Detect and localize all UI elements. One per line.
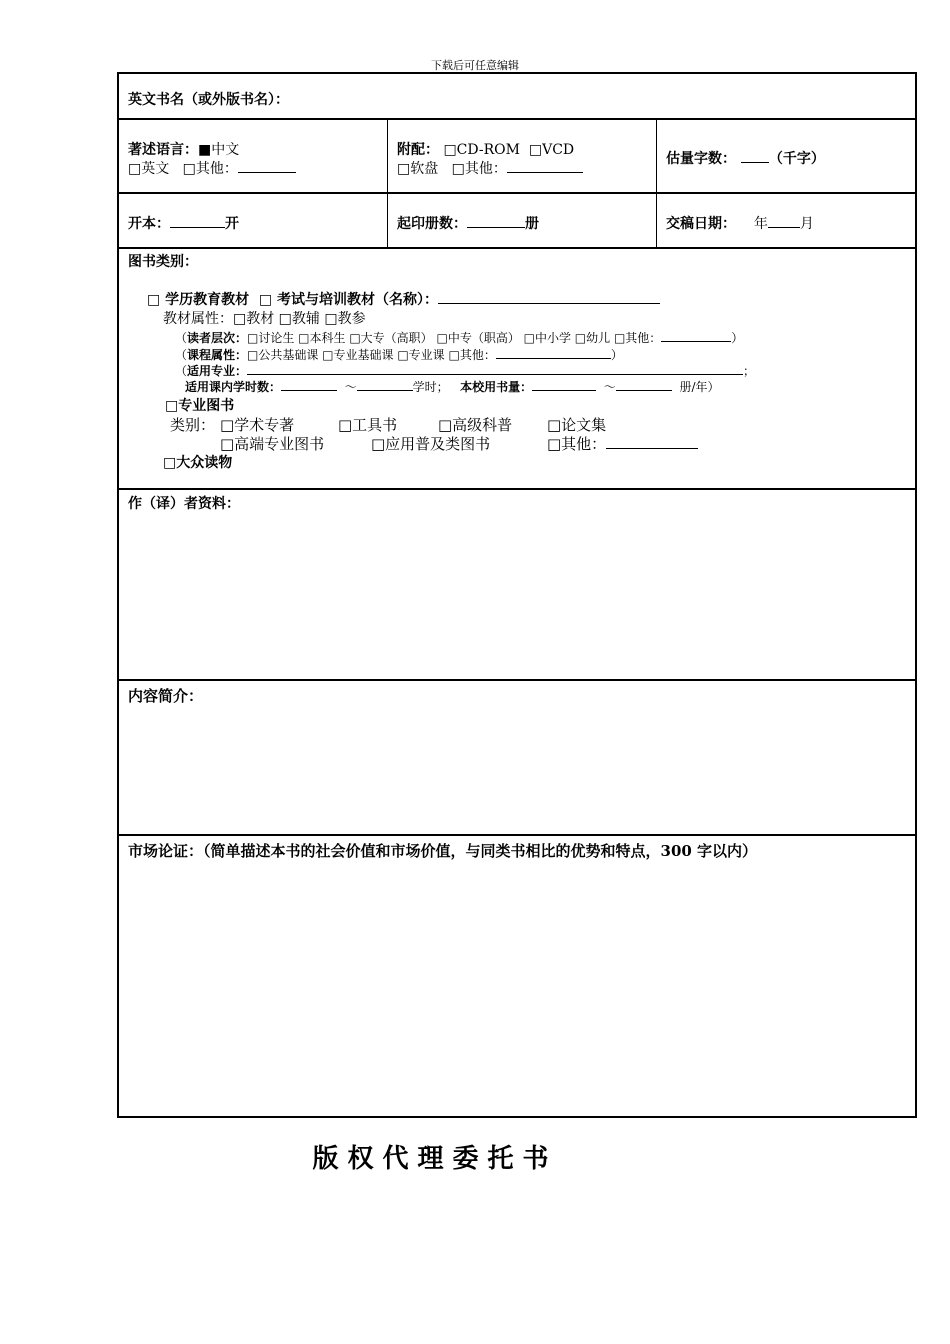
- usage-min-blank[interactable]: [532, 377, 596, 391]
- course-attr-label: 课程属性：: [187, 348, 248, 362]
- cell-wordcount: [656, 120, 915, 192]
- delivery-month-label: 月: [799, 216, 814, 232]
- wordcount-blank[interactable]: [741, 149, 769, 163]
- print-run-unit: 册: [525, 216, 539, 232]
- reader-open-paren: （: [175, 331, 188, 345]
- attachment-vcd-checkbox[interactable]: □VCD: [528, 142, 575, 158]
- edu-textbook-checkbox[interactable]: □ 学历教育教材: [147, 292, 250, 308]
- professional-book-checkbox[interactable]: □专业图书: [165, 398, 235, 414]
- cell-format: [119, 194, 387, 247]
- usage-label: 本校用书量：: [460, 380, 533, 394]
- row-content-summary: [119, 681, 915, 836]
- cell-language: [119, 120, 387, 192]
- wordcount-unit: （千字）: [768, 151, 825, 167]
- reader-close-paren: ）: [731, 331, 744, 345]
- wordcount-label: 估量字数：: [666, 151, 736, 167]
- language-chinese-checkbox[interactable]: ■中文: [198, 142, 240, 158]
- textbook-attr-label: 教材属性：: [163, 311, 233, 327]
- author-info-field[interactable]: [119, 514, 915, 679]
- delivery-date-label: 交稿日期：: [666, 216, 736, 232]
- author-info-label: 作（译）者资料：: [128, 496, 240, 512]
- agency-agreement-title: 版权代理委托书: [312, 1144, 558, 1174]
- cell-delivery-date: [656, 194, 915, 247]
- language-english-checkbox[interactable]: □英文: [128, 161, 170, 177]
- usage-unit: 册/年）: [679, 380, 720, 394]
- attachment-floppy-checkbox[interactable]: □软盘: [397, 161, 439, 177]
- major-open-paren: （: [175, 364, 188, 378]
- attachment-cdrom-checkbox[interactable]: □CD-ROM: [443, 142, 520, 158]
- content-summary-label: 内容简介：: [128, 687, 204, 705]
- header-note: 下载后可任意编辑: [431, 59, 519, 72]
- reader-level-label: 读者层次：: [187, 331, 248, 345]
- delivery-month-blank[interactable]: [768, 214, 800, 228]
- type-academic-checkbox[interactable]: □学术专著: [220, 416, 295, 434]
- exam-textbook-checkbox[interactable]: □ 考试与培训教材（名称）：: [258, 292, 438, 308]
- type-applied-checkbox[interactable]: □应用普及类图书: [371, 435, 491, 453]
- row-author-info: [119, 490, 915, 681]
- usage-max-blank[interactable]: [616, 377, 672, 391]
- textbook-attr-options[interactable]: □教材 □教辅 □教参: [233, 311, 366, 327]
- type-tool-checkbox[interactable]: □工具书: [338, 416, 398, 434]
- exam-name-blank[interactable]: [438, 290, 660, 304]
- attachment-label: 附配：: [397, 142, 439, 158]
- book-proposal-form: [117, 72, 917, 1118]
- type-other-checkbox[interactable]: □其他：: [547, 435, 607, 453]
- mass-readership-checkbox[interactable]: □大众读物: [163, 455, 233, 471]
- cell-attachment: [387, 120, 656, 192]
- major-label: 适用专业：: [187, 364, 248, 378]
- content-summary-field[interactable]: [119, 707, 915, 834]
- usage-tilde: ～: [603, 380, 616, 394]
- hours-tilde: ～: [344, 380, 357, 394]
- attachment-other-checkbox[interactable]: □其他：: [451, 161, 507, 177]
- course-other-blank[interactable]: [496, 345, 611, 359]
- type-other-blank[interactable]: [606, 435, 698, 449]
- row-english-title: [119, 74, 915, 120]
- language-other-blank[interactable]: [238, 159, 296, 173]
- course-close-paren: ）: [610, 348, 623, 362]
- reader-level-options[interactable]: □讨论生 □本科生 □大专（高职） □中专（职高） □中小学 □幼儿 □其他：: [247, 331, 662, 345]
- print-run-blank[interactable]: [467, 214, 525, 228]
- market-analysis-label: 市场论证：（简单描述本书的社会价值和市场价值，与同类书相比的优势和特点，300 字以内）: [128, 842, 758, 860]
- type-popular-checkbox[interactable]: □高级科普: [438, 416, 513, 434]
- language-label: 著述语言：: [128, 142, 198, 158]
- row-market-analysis: [119, 836, 915, 1116]
- row-book-category: [119, 249, 915, 490]
- major-blank[interactable]: [247, 361, 743, 375]
- hours-max-blank[interactable]: [357, 377, 413, 391]
- format-unit: 开: [225, 216, 239, 232]
- type-papers-checkbox[interactable]: □论文集: [547, 416, 607, 434]
- course-open-paren: （: [175, 348, 188, 362]
- course-attr-options[interactable]: □公共基础课 □专业基础课 □专业课 □其他：: [247, 348, 496, 362]
- row-language-attachment: [119, 120, 915, 194]
- type-highend-checkbox[interactable]: □高端专业图书: [220, 435, 325, 453]
- format-blank[interactable]: [170, 214, 225, 228]
- attachment-other-blank[interactable]: [507, 159, 583, 173]
- row-format-print-date: [119, 194, 915, 249]
- format-label: 开本：: [128, 216, 170, 232]
- major-end: ；: [743, 364, 756, 378]
- category-label: 图书类别：: [128, 254, 198, 270]
- cell-print-run: [387, 194, 656, 247]
- hours-label: 适用课内学时数：: [185, 380, 282, 394]
- type-label: 类别：: [170, 416, 216, 434]
- hours-unit: 学时；: [412, 380, 449, 394]
- hours-min-blank[interactable]: [281, 377, 337, 391]
- print-run-label: 起印册数：: [397, 216, 467, 232]
- market-analysis-field[interactable]: [119, 888, 915, 1116]
- english-title-label: 英文书名（或外版书名）：: [128, 92, 289, 108]
- reader-other-blank[interactable]: [661, 328, 731, 342]
- delivery-year-label: 年: [753, 216, 768, 232]
- language-other-checkbox[interactable]: □其他：: [182, 161, 238, 177]
